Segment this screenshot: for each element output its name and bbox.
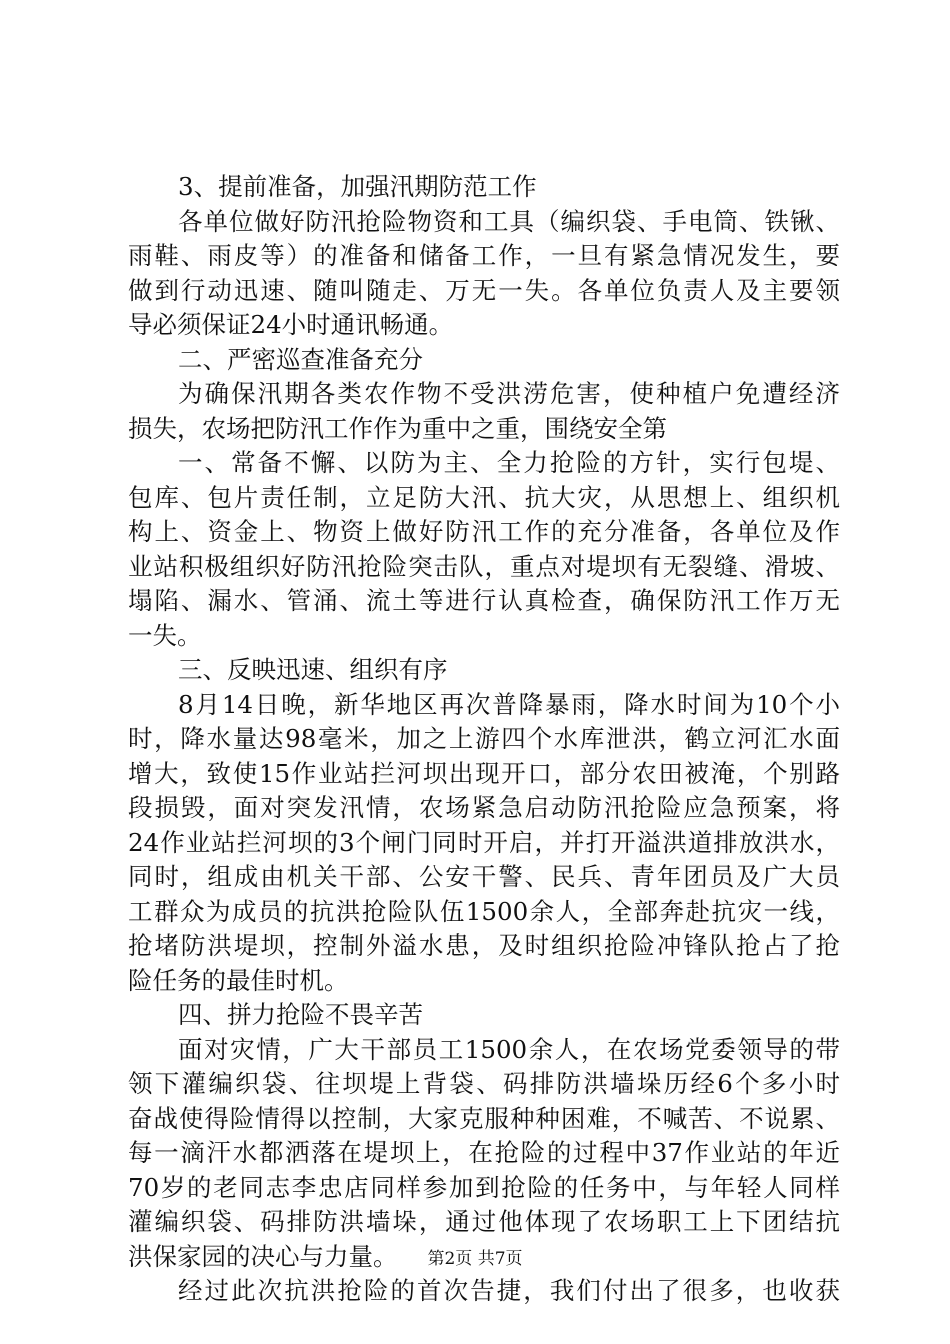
text-line: 雨鞋、雨皮等）的准备和储备工作，一旦有紧急情况发生，要 — [128, 241, 840, 270]
document-body — [128, 170, 840, 1309]
text-line: 三、反映迅速、组织有序 — [178, 655, 448, 684]
text-line: 险任务的最佳时机。 — [128, 965, 349, 995]
text-line: 做到行动迅速、随叫随走、万无一失。各单位负责人及主要领 — [128, 275, 840, 305]
page-footer: 第2页 共7页 — [427, 1249, 523, 1269]
text-line: 24作业站拦河坝的3个闸门同时开启，并打开溢洪道排放洪水， — [128, 827, 840, 857]
text-line: 增大，致使15作业站拦河坝出现开口，部分农田被淹，个别路 — [128, 758, 840, 788]
text-line: 奋战使得险情得以控制，大家克服种种困难，不喊苦、不说累、 — [128, 1103, 840, 1133]
text-line: 四、拼力抢险不畏辛苦 — [178, 1000, 423, 1029]
text-line: 洪保家园的决心与力量。 — [128, 1241, 398, 1271]
text-line: 构上、资金上、物资上做好防汛工作的充分准备，各单位及作 — [128, 517, 840, 546]
text-line: 业站积极组织好防汛抢险突击队，重点对堤坝有无裂缝、滑坡、 — [128, 551, 840, 581]
text-line: 包库、包片责任制，立足防大汛、抗大灾，从思想上、组织机 — [128, 482, 840, 512]
text-line: 8月14日晚，新华地区再次普降暴雨，降水时间为10个小 — [178, 689, 840, 719]
text-line: 段损毁，面对突发汛情，农场紧急启动防汛抢险应急预案，将 — [128, 793, 840, 822]
text-line: 各单位做好防汛抢险物资和工具（编织袋、手电筒、铁锹、 — [178, 206, 840, 236]
text-line: 一失。 — [128, 620, 202, 650]
text-line: 时，降水量达98毫米，加之上游四个水库泄洪，鹤立河汇水面 — [128, 724, 840, 753]
text-line: 3、提前准备，加强汛期防范工作 — [178, 172, 537, 201]
text-line: 面对灾情，广大干部员工1500余人，在农场党委领导的带 — [178, 1034, 840, 1064]
text-line: 灌编织袋、码排防洪墙垛，通过他体现了农场职工上下团结抗 — [128, 1207, 840, 1236]
text-line: 每一滴汗水都洒落在堤坝上，在抢险的过程中37作业站的年近 — [128, 1138, 840, 1167]
text-line: 同时，组成由机关干部、公安干警、民兵、青年团员及广大员 — [128, 862, 840, 891]
text-line: 损失，农场把防汛工作作为重中之重，围绕安全第 — [128, 413, 667, 443]
text-line: 工群众为成员的抗洪抢险队伍1500余人，全部奔赴抗灾一线， — [128, 896, 840, 926]
text-line: 为确保汛期各类农作物不受洪涝危害，使种植户免遭经济 — [178, 379, 840, 408]
text-line: 70岁的老同志李忠店同样参加到抢险的任务中，与年轻人同样 — [128, 1172, 840, 1202]
text-line: 塌陷、漏水、管涌、流土等进行认真检查，确保防汛工作万无 — [128, 586, 840, 615]
text-line: 导必须保证24小时通讯畅通。 — [128, 310, 454, 339]
text-line: 二、严密巡查准备充分 — [178, 344, 423, 374]
text-line: 抢堵防洪堤坝，控制外溢水患，及时组织抢险冲锋队抢占了抢 — [128, 931, 840, 960]
text-line: 一、常备不懈、以防为主、全力抢险的方针，实行包堤、 — [178, 448, 840, 477]
text-line: 领下灌编织袋、往坝堤上背袋、码排防洪墙垛历经6个多小时 — [128, 1069, 840, 1098]
text-line: 经过此次抗洪抢险的首次告捷，我们付出了很多，也收获 — [178, 1276, 840, 1305]
